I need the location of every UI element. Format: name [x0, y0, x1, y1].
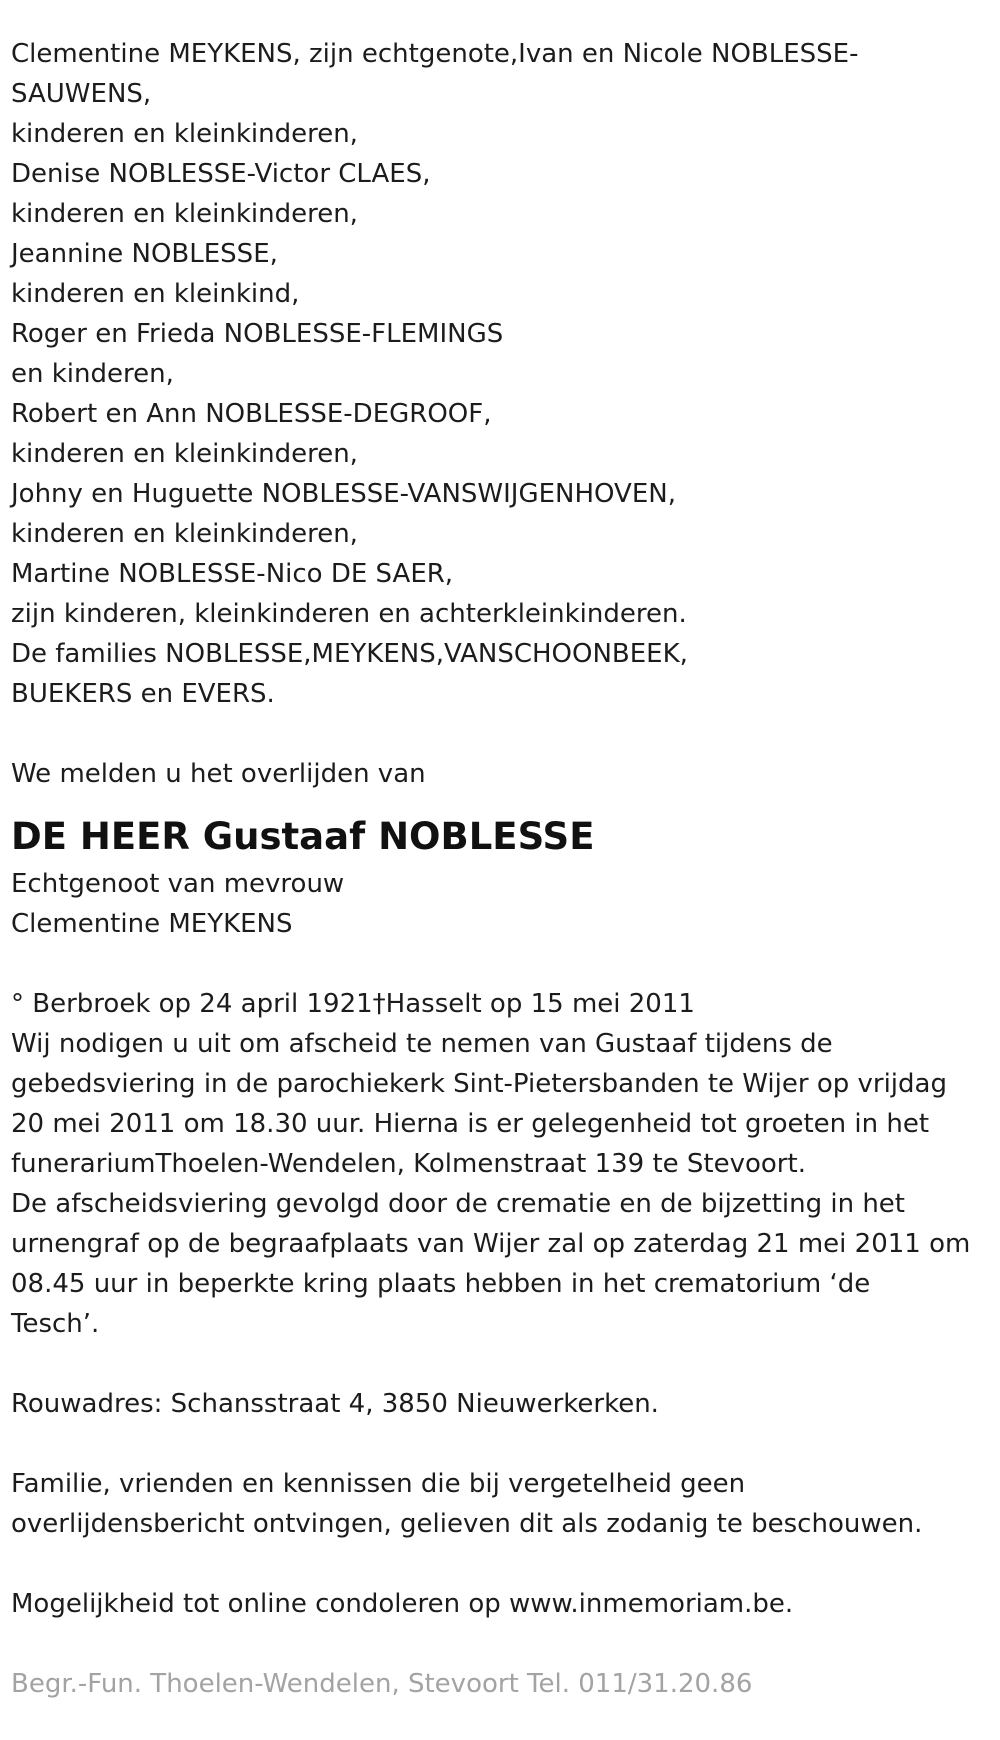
spacer: [11, 1344, 986, 1384]
family-line: Johny en Huguette NOBLESSE-VANSWIJGENHOVEN,: [11, 479, 676, 509]
family-line: Robert en Ann NOBLESSE-DEGROOF,: [11, 399, 492, 429]
family-line: Denise NOBLESSE-Victor CLAES,: [11, 159, 431, 189]
family-line: Clementine MEYKENS, zijn echtgenote,Ivan en Nicole NOBLESSE-: [11, 39, 859, 69]
family-line: en kinderen,: [11, 359, 174, 389]
details-line: funerariumThoelen-Wendelen, Kolmenstraat 139 te Stevoort.: [11, 1149, 806, 1179]
family-line: SAUWENS,: [11, 79, 152, 109]
notice-line: overlijdensbericht ontvingen, gelieven dit als zodanig te beschouwen.: [11, 1509, 923, 1539]
family-line: kinderen en kleinkinderen,: [11, 119, 358, 149]
deceased-name: DE HEER Gustaaf NOBLESSE: [11, 815, 595, 858]
family-line: zijn kinderen, kleinkinderen en achterkleinkinderen.: [11, 599, 687, 629]
birth-death-line: ° Berbroek op 24 april 1921†Hasselt op 15 mei 2011: [11, 989, 695, 1019]
spouse-line: Echtgenoot van mevrouw: [11, 869, 345, 899]
details-line: urnengraf op de begraafplaats van Wijer zal op zaterdag 21 mei 2011 om: [11, 1229, 971, 1259]
family-line: kinderen en kleinkinderen,: [11, 199, 358, 229]
spouse-name: Clementine MEYKENS: [11, 909, 293, 939]
family-line: Jeannine NOBLESSE,: [11, 239, 278, 269]
family-line: kinderen en kleinkinderen,: [11, 519, 358, 549]
ceremony-details: [11, 984, 986, 1344]
notice-paragraph: [11, 1464, 986, 1544]
family-list: [11, 34, 986, 714]
details-line: gebedsviering in de parochiekerk Sint-Pietersbanden te Wijer op vrijdag: [11, 1069, 947, 1099]
obituary-notice: [11, 34, 986, 1704]
spacer: [11, 714, 986, 754]
spacer: [11, 794, 986, 812]
details-line: 08.45 uur in beperkte kring plaats hebben in het crematorium ‘de: [11, 1269, 871, 1299]
family-line: De families NOBLESSE,MEYKENS,VANSCHOONBEEK,: [11, 639, 688, 669]
family-line: Martine NOBLESSE-Nico DE SAER,: [11, 559, 454, 589]
notice-line: Familie, vrienden en kennissen die bij vergetelheid geen: [11, 1469, 746, 1499]
online-condolence-text: Mogelijkheid tot online condoleren op www.inmemoriam.be.: [11, 1589, 794, 1619]
spacer: [11, 1424, 986, 1464]
family-line: Roger en Frieda NOBLESSE-FLEMINGS: [11, 319, 504, 349]
details-line: Wij nodigen u uit om afscheid te nemen van Gustaaf tijdens de: [11, 1029, 833, 1059]
details-line: 20 mei 2011 om 18.30 uur. Hierna is er gelegenheid tot groeten in het: [11, 1109, 930, 1139]
spacer: [11, 1544, 986, 1584]
spacer: [11, 1624, 986, 1664]
funeral-director-footer: Begr.-Fun. Thoelen-Wendelen, Stevoort Tel. 011/31.20.86: [11, 1669, 753, 1699]
family-line: BUEKERS en EVERS.: [11, 679, 275, 709]
details-line: De afscheidsviering gevolgd door de crematie en de bijzetting in het: [11, 1189, 905, 1219]
details-line: Tesch’.: [11, 1309, 100, 1339]
family-line: kinderen en kleinkind,: [11, 279, 300, 309]
intro-text: We melden u het overlijden van: [11, 759, 426, 789]
spacer: [11, 944, 986, 984]
mourning-address: Rouwadres: Schansstraat 4, 3850 Nieuwerkerken.: [11, 1389, 659, 1419]
family-line: kinderen en kleinkinderen,: [11, 439, 358, 469]
